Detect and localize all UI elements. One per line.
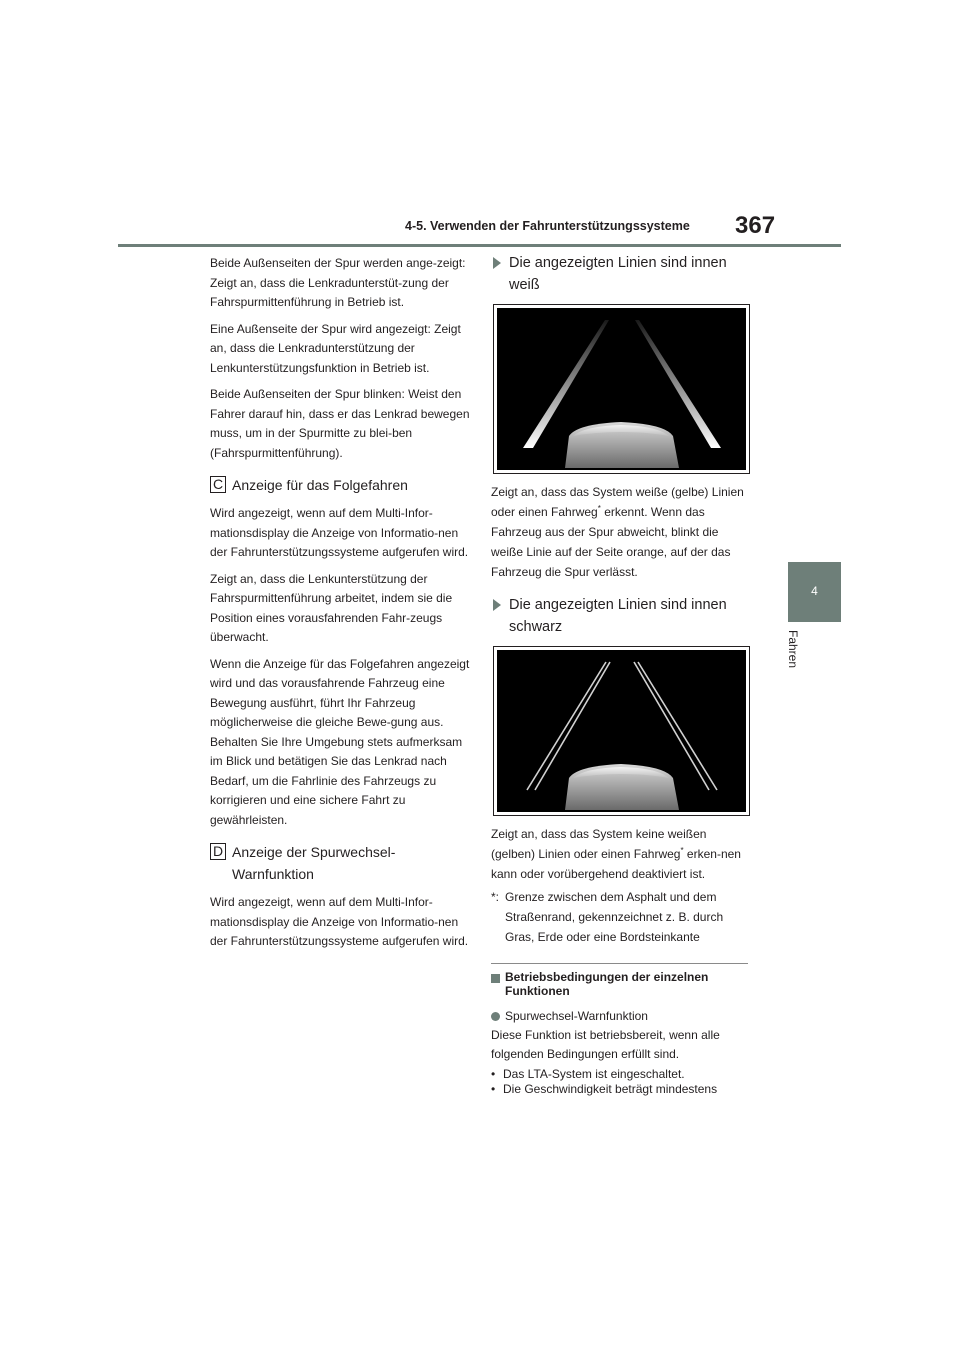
intro-paragraph: Beide Außenseiten der Spur blinken: Weist den Fahrer darauf hin, dass er das Lenkrad bewegen muss, um in der Spurmitte zu blei-ben (Fahrspurmittenführung). [210, 387, 470, 460]
section-d-heading [210, 841, 472, 885]
header-section-title: 4-5. Verwenden der Fahrunterstützungssysteme [405, 219, 690, 233]
white-lines-heading [491, 252, 753, 296]
black-lines-title: Die angezeigten Linien sind innen schwarz [509, 597, 727, 635]
triangle-bullet-icon [493, 257, 501, 269]
intro-paragraph: Beide Außenseiten der Spur werden ange-zeigt: Zeigt an, dass die Lenkradunterstüt-zung der Fahrspurmittenführung in Betrieb ist. [210, 256, 466, 309]
circle-bullet-icon [491, 1012, 500, 1021]
conditions-intro: Diese Funktion ist betriebsbereit, wenn alle folgenden Bedingungen erfüllt sind. [491, 1028, 720, 1061]
footnote [491, 887, 753, 947]
lane-display-black-illustration [497, 650, 746, 812]
section-c-paragraph: Wenn die Anzeige für das Folgefahren angezeigt wird und das vorausfahrende Fahrzeug eine Bewegung ausführt, führt Ihr Fahrzeug möglicherweise die gleiche Bewe-gung aus. Behalten Sie Ihre Umgebung stets aufmerksam im Blick und betätigen Sie das Lenkrad nach Bedarf, um die Fahrlinie des Fahrzeugs zu korrigieren und eine sichere Fahrt zu gewährleisten. [210, 656, 470, 827]
footnote-text: Grenze zwischen dem Asphalt und dem Straßenrand, gekennzeichnet z. B. durch Gras, Erde oder eine Bordsteinkante [505, 890, 724, 944]
intro-paragraph: Eine Außenseite der Spur wird angezeigt: Zeigt an, dass die Lenkradunterstützung der Lenkunterstützungsfunktion in Betrieb ist. [210, 321, 461, 375]
section-c-heading [210, 474, 472, 496]
conditions-item-label: Spurwechsel-Warnfunktion [505, 1009, 648, 1023]
black-lines-heading [491, 594, 753, 638]
section-d-title: Anzeige der Spurwechsel-Warnfunktion [232, 844, 396, 882]
section-d-paragraph: Wird angezeigt, wenn auf dem Multi-Infor-mationsdisplay die Anzeige von Informatio-nen der Fahrunterstützungssysteme aufgerufen wird. [210, 895, 469, 948]
list-item: • Die Geschwindigkeit beträgt mindestens [491, 1082, 718, 1096]
left-column [210, 254, 472, 959]
conditions-item [491, 1007, 753, 1026]
section-c-paragraph: Zeigt an, dass die Lenkunterstützung der Fahrspurmittenführung arbeitet, indem sie die Position eines vorausfahrenden Fahr-zeugs überwacht. [210, 571, 453, 644]
right-column [491, 252, 753, 1097]
conditions-heading [491, 970, 753, 998]
section-c-paragraph: Wird angezeigt, wenn auf dem Multi-Infor-mationsdisplay die Anzeige von Informatio-nen der Fahrunterstützungssysteme aufgerufen wird. [210, 506, 469, 559]
white-lines-description: Zeigt an, dass das System weiße (gelbe) Linien oder einen Fahrweg* erkennt. Wenn das Fahrzeug aus der Spur abweicht, blinkt die weiße Linie auf der Seite orange, auf der das Fahrzeug die Spur verlässt. [491, 485, 744, 579]
figure-white-lines [493, 304, 750, 474]
chapter-label-wrap [786, 630, 800, 710]
section-c-title: Anzeige für das Folgefahren [232, 477, 408, 493]
black-lines-description: Zeigt an, dass das System keine weißen (gelben) Linien oder einen Fahrweg* erken-nen kann oder vorübergehend deaktiviert ist. [491, 827, 741, 881]
conditions-title: Betriebsbedingungen der einzelnen Funktionen [505, 970, 709, 998]
white-lines-title: Die angezeigten Linien sind innen weiß [509, 255, 727, 293]
lane-display-white-illustration [497, 308, 746, 470]
footnote-mark: *: [491, 890, 500, 904]
triangle-bullet-icon [493, 599, 501, 611]
chapter-number: 4 [811, 584, 818, 598]
page-number: 367 [735, 212, 776, 239]
header-rule [118, 244, 841, 247]
section-d-badge: D [210, 843, 226, 860]
list-item: • Das LTA-System ist eingeschaltet. [491, 1067, 685, 1081]
section-divider [491, 963, 748, 964]
figure-black-lines [493, 646, 750, 816]
section-c-badge: C [210, 476, 226, 493]
square-bullet-icon [491, 974, 500, 983]
chapter-label: Fahren [786, 630, 800, 669]
conditions-list [491, 1067, 753, 1097]
